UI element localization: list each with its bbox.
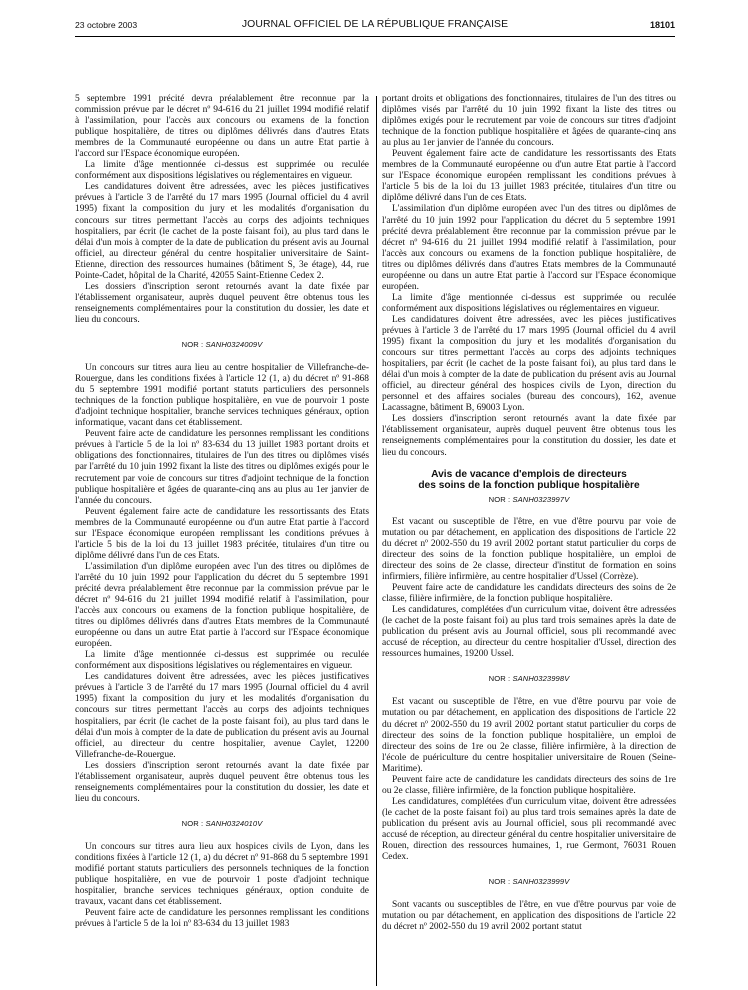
paragraph: La limite d'âge mentionnée ci-dessus est supprimée ou reculée conformément aux dispositions législatives ou réglementaires en vigueur. (382, 292, 676, 314)
paragraph: Les candidatures doivent être adressées, avec les pièces justificatives prévues à l'article 3 de l'arrêté du 17 mars 1995 (Journal officiel du 4 avril 1995) fixant la composition du jury et les modalités d'organisation du concours sur titres permettant l'accès au corps des adjoints techniques hospitaliers, par écrit (le cachet de la poste faisant foi), au plus tard dans le délai d'un mois à compter de la date de publication du présent avis au Journal officiel, au directeur général des hospices civils de Lyon, direction du personnel et des affaires sociales (bureau des concours), 162, avenue Lacassagne, bâtiment B, 69003 Lyon. (382, 314, 676, 414)
section-title: Avis de vacance d'emplois de directeurs des soins de la fonction publique hospitalière (418, 468, 640, 492)
paragraph: Peuvent également faire acte de candidature les ressortissants des Etats membres de la Communauté européenne ou d'un autre Etat partie à l'accord sur l'Espace économique européen remplissant les conditions prévues à l'article 5 bis de la loi du 13 juillet 1983 précitée, titulaires d'un titre ou diplôme délivré dans l'un de ces Etats. (75, 506, 369, 561)
paragraph: Un concours sur titres aura lieu aux hospices civils de Lyon, dans les conditions fixées à l'article 12 (1, a) du décret nº 91-868 du 5 septembre 1991 modifié portant statuts particuliers des personnels techniques de la fonction publique hospitalière, en vue de pourvoir 1 poste d'adjoint technique hospitalier, branche services techniques généraux, option conduite de travaux, vacant dans cet établissement. (75, 841, 369, 908)
left-column (75, 94, 369, 930)
paragraph: Les dossiers d'inscription seront retournés avant la date fixée par l'établissement organisateur, auprès duquel peuvent être obtenus tous les renseignements complémentaires pour la constitution du dossier, les date et lieu du concours. (75, 760, 369, 804)
paragraph: Les dossiers d'inscription seront retournés avant la date fixée par l'établissement organisateur, auprès duquel peuvent être obtenus tous les renseignements complémentaires pour la constitution du dossier, les date et lieu du concours. (75, 281, 369, 325)
header-rule (75, 36, 675, 37)
paragraph: Peuvent faire acte de candidature les personnes remplissant les conditions prévues à l'article 5 de la loi nº 83-634 du 13 juillet 1983 (75, 908, 369, 930)
issue-date: 23 octobre 2003 (75, 20, 138, 30)
paragraph: Les candidatures, complétées d'un curriculum vitae, doivent être adressées (le cachet de la poste faisant foi) au plus tard trois semaines après la date de publication du présent avis au Journal officiel, sous pli recommandé avec accusé de réception, au directeur du centre hospitalier d'Ussel, direction des ressources humaines, 19200 Ussel. (382, 605, 676, 660)
paragraph: Peuvent faire acte de candidature les candidats directeurs des soins de 2e classe, filière infirmière, de la fonction publique hospitalière. (382, 583, 676, 605)
nor-reference: NOR : SANH0323998V (488, 674, 570, 684)
paragraph: Les dossiers d'inscription seront retournés avant la date fixée par l'établissement organisateur, auprès duquel peuvent être obtenus tous les renseignements complémentaires pour la constitution du dossier, les date et lieu du concours. (382, 414, 676, 458)
nor-reference: NOR : SANH0324009V (181, 339, 263, 349)
page-header (75, 20, 675, 34)
column-divider (376, 96, 377, 986)
page-number: 18101 (649, 20, 675, 30)
nor-reference: NOR : SANH0324010V (181, 818, 263, 828)
paragraph: Sont vacants ou susceptibles de l'être, en vue d'être pourvus par voie de mutation ou par détachement, en application des dispositions de l'article 22 du décret nº 2002-550 du 19 avril 2002 portant statut (382, 900, 676, 933)
paragraph: Les candidatures, complétées d'un curriculum vitae, doivent être adressées (le cachet de la poste faisant foi) au plus tard trois semaines après la date de publication du présent avis au Journal officiel, sous pli recommandé avec accusé de réception, au directeur général du centre hospitalier universitaire de Rouen, direction des ressources humaines, 1, rue Germont, 76031 Rouen Cedex. (382, 796, 676, 863)
paragraph: Les candidatures doivent être adressées, avec les pièces justificatives prévues à l'article 3 de l'arrêté du 17 mars 1995 (Journal officiel du 4 avril 1995) fixant la composition du jury et les modalités d'organisation du concours sur titres permettant l'accès au corps des adjoints techniques hospitaliers, par écrit (le cachet de la poste faisant foi), au plus tard dans le délai d'un mois à compter de la date de publication du présent avis au Journal officiel, au directeur du centre hospitalier, avenue Caylet, 12200 Villefranche-de-Rouergue. (75, 672, 369, 760)
paragraph: Peuvent faire acte de candidature les candidats directeurs des soins de 1re ou 2e classe, filière infirmière, de la fonction publique hospitalière. (382, 774, 676, 796)
journal-title: JOURNAL OFFICIEL DE LA RÉPUBLIQUE FRANÇAISE (241, 19, 509, 30)
right-column (382, 94, 676, 933)
paragraph: 5 septembre 1991 précité devra préalablement être reconnue par la commission prévue par le décret nº 94-616 du 21 juillet 1994 modifié relatif à l'assimilation, pour l'accès aux concours ou examens de la fonction publique hospitalière, de titres ou diplômes délivrés dans d'autres Etats membres de la Communauté européenne ou dans un autre Etat partie à l'accord sur l'Espace économique européen. (75, 94, 369, 160)
nor-reference: NOR : SANH0323997V (488, 494, 570, 504)
paragraph: Un concours sur titres aura lieu au centre hospitalier de Villefranche-de-Rouergue, dans les conditions fixées à l'article 12 (1, a) du décret nº 91-868 du 5 septembre 1991 modifié portant statuts particuliers des personnels techniques de la fonction publique hospitalière, en vue de pourvoir 1 poste d'adjoint technique hospitalier, branche services techniques généraux, option informatique, vacant dans cet établissement. (75, 363, 369, 429)
nor-reference: NOR : SANH0323999V (488, 877, 570, 887)
paragraph: portant droits et obligations des fonctionnaires, titulaires de l'un des titres ou diplômes visés par l'arrêté du 10 juin 1992 fixant la liste des titres ou diplômes exigés pour le recrutement par voie de concours sur titres d'adjoint technique de la fonction publique hospitalière et âgées de quarante-cinq ans au plus au 1er janvier de l'année du concours. (382, 94, 676, 149)
paragraph: Est vacant ou susceptible de l'être, en vue d'être pourvu par voie de mutation ou par détachement, en application des dispositions de l'article 22 du décret nº 2002-550 du 19 avril 2002 portant statut particulier du corps de directeur des soins de la fonction publique hospitalière, un emploi de directeur des soins de 1re ou 2e classe, filière infirmière, à la direction de l'école de puériculture du centre hospitalier universitaire de Rouen (Seine-Maritime). (382, 697, 676, 774)
paragraph: Peuvent également faire acte de candidature les ressortissants des Etats membres de la Communauté européenne ou d'un autre Etat partie à l'accord sur l'Espace économique européen remplissant les conditions prévues à l'article 5 bis de la loi du 13 juillet 1983 précitée, titulaires d'un titre ou diplôme délivré dans l'un de ces Etats. (382, 149, 676, 204)
paragraph: Peuvent faire acte de candidature les personnes remplissant les conditions prévues à l'article 5 de la loi nº 83-634 du 13 juillet 1983 portant droits et obligations des fonctionnaires, titulaires de l'un des titres ou diplômes visés par l'arrêté du 10 juin 1992 fixant la liste des titres ou diplômes exigés pour le recrutement par voie de concours sur titres d'adjoint technique de la fonction publique hospitalière et âgées de quarante-cinq ans au plus au 1er janvier de l'année du concours. (75, 429, 369, 506)
paragraph: L'assimilation d'un diplôme européen avec l'un des titres ou diplômes de l'arrêté du 10 juin 1992 pour l'application du décret du 5 septembre 1991 précité devra préalablement être reconnue par la commission prévue par le décret nº 94-616 du 21 juillet 1994 modifié relatif à l'assimilation, pour l'accès aux concours ou examens de la fonction publique hospitalière, de titres ou diplômes délivrés dans d'autres Etats membres de la Communauté européenne ou dans un autre Etat partie à l'accord sur l'Espace économique européen. (75, 561, 369, 650)
paragraph: Est vacant ou susceptible de l'être, en vue d'être pourvu par voie de mutation ou par détachement, en application des dispositions de l'article 22 du décret nº 2002-550 du 19 avril 2002 portant statut particulier du corps de directeur des soins de la fonction publique hospitalière, un emploi de directeur des soins de 2e classe, directeur d'institut de formation en soins infirmiers, filière infirmière, au centre hospitalier d'Ussel (Corrèze). (382, 516, 676, 583)
paragraph: La limite d'âge mentionnée ci-dessus est supprimée ou reculée conformément aux dispositions législatives ou réglementaires en vigueur. (75, 160, 369, 182)
paragraph: La limite d'âge mentionnée ci-dessus est supprimée ou reculée conformément aux dispositions législatives ou réglementaires en vigueur. (75, 650, 369, 672)
paragraph: L'assimilation d'un diplôme européen avec l'un des titres ou diplômes de l'arrêté du 10 juin 1992 pour l'application du décret du 5 septembre 1991 précité devra préalablement être reconnue par la commission prévue par le décret nº 94-616 du 21 juillet 1994 modifié relatif à l'assimilation, pour l'accès aux concours ou examens de la fonction publique hospitalière, de titres ou diplômes délivrés dans d'autres Etats membres de la Communauté européenne ou dans un autre Etat partie à l'accord sur l'Espace économique européen. (382, 204, 676, 292)
paragraph: Les candidatures doivent être adressées, avec les pièces justificatives prévues à l'article 3 de l'arrêté du 17 mars 1995 (Journal officiel du 4 avril 1995) fixant la composition du jury et les modalités d'organisation du concours sur titres permettant l'accès au corps des adjoints techniques hospitaliers, par écrit (le cachet de la poste faisant foi), au plus tard dans le délai d'un mois à compter de la date de publication du présent avis au Journal officiel, au directeur général du centre hospitalier universitaire de Saint-Etienne, direction des ressources humaines (bâtiment S, 3e étage), 44, rue Pointe-Cadet, hôpital de la Charité, 42055 Saint-Etienne Cedex 2. (75, 182, 369, 281)
